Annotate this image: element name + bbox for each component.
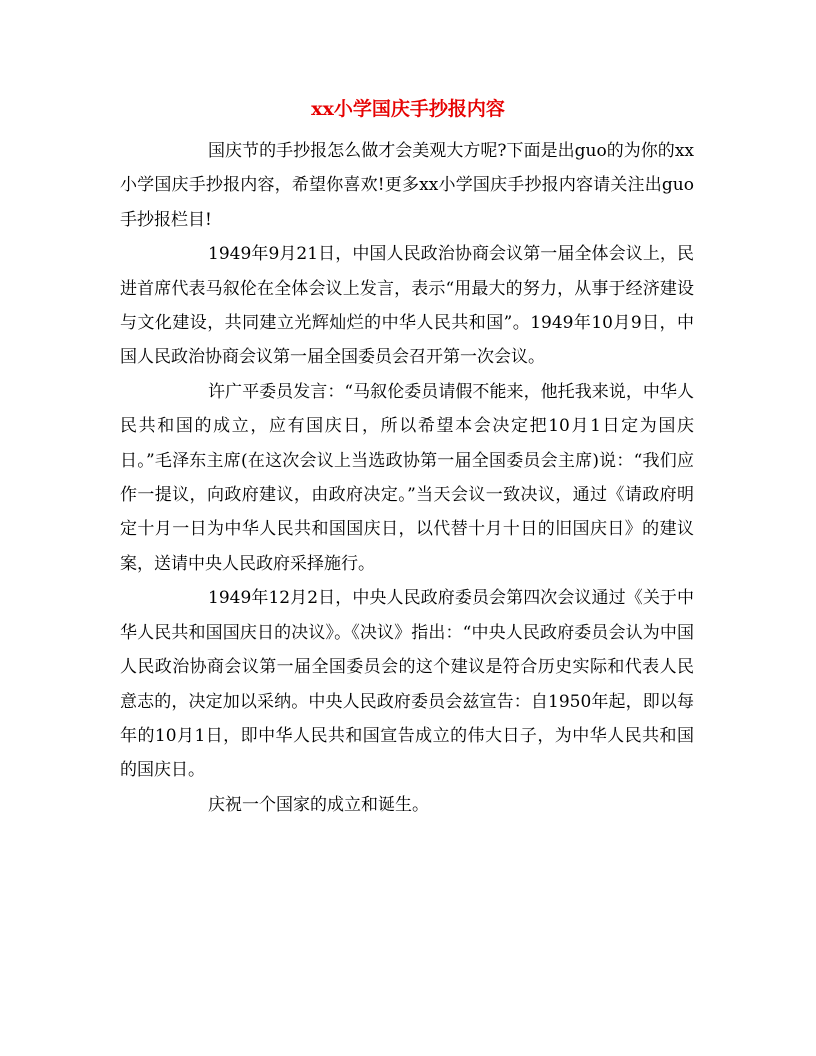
- paragraph-intro: 国庆节的手抄报怎么做才会美观大方呢?下面是出guo的为你的xx小学国庆手抄报内容，希望你喜欢!更多xx小学国庆手抄报内容请关注出guo手抄报栏目!: [120, 141, 694, 230]
- paragraph-resolution-dec: 1949年12月2日，中央人民政府委员会第四次会议通过《关于中华人民共和国国庆日的决议》。《决议》指出：“中央人民政府委员会认为中国人民政治协商会议第一届全国委员会的这个建议是符合历史实际和代表人民意志的，决定加以采纳。中央人民政府委员会兹宣告：自1950年起，即以每年的10月1日，即中华人民共和国宣告成立的伟大日子，为中华人民共和国的国庆日。: [120, 588, 694, 781]
- paragraph-xu-guangping-speech: 许广平委员发言：“马叙伦委员请假不能来，他托我来说，中华人民共和国的成立，应有国庆日，所以希望本会决定把10月1日定为国庆日。”毛泽东主席(在这次会议上当选政协第一届全国委员会主席)说：“我们应作一提议，向政府建议，由政府决定。”当天会议一致决议，通过《请政府明定十月一日为中华人民共和国国庆日，以代替十月十日的旧国庆日》的建议案，送请中央人民政府采择施行。: [120, 381, 694, 574]
- paragraph-history-1949-sept: 1949年9月21日，中国人民政治协商会议第一届全体会议上，民进首席代表马叙伦在全体会议上发言，表示“用最大的努力，从事于经济建设与文化建设，共同建立光辉灿烂的中华人民共和国”。1949年10月9日，中国人民政治协商会议第一届全国委员会召开第一次会议。: [120, 244, 694, 368]
- document-body: [120, 134, 694, 822]
- paragraph-closing: 庆祝一个国家的成立和诞生。: [208, 794, 429, 815]
- document-title: xx小学国庆手抄报内容: [311, 98, 505, 120]
